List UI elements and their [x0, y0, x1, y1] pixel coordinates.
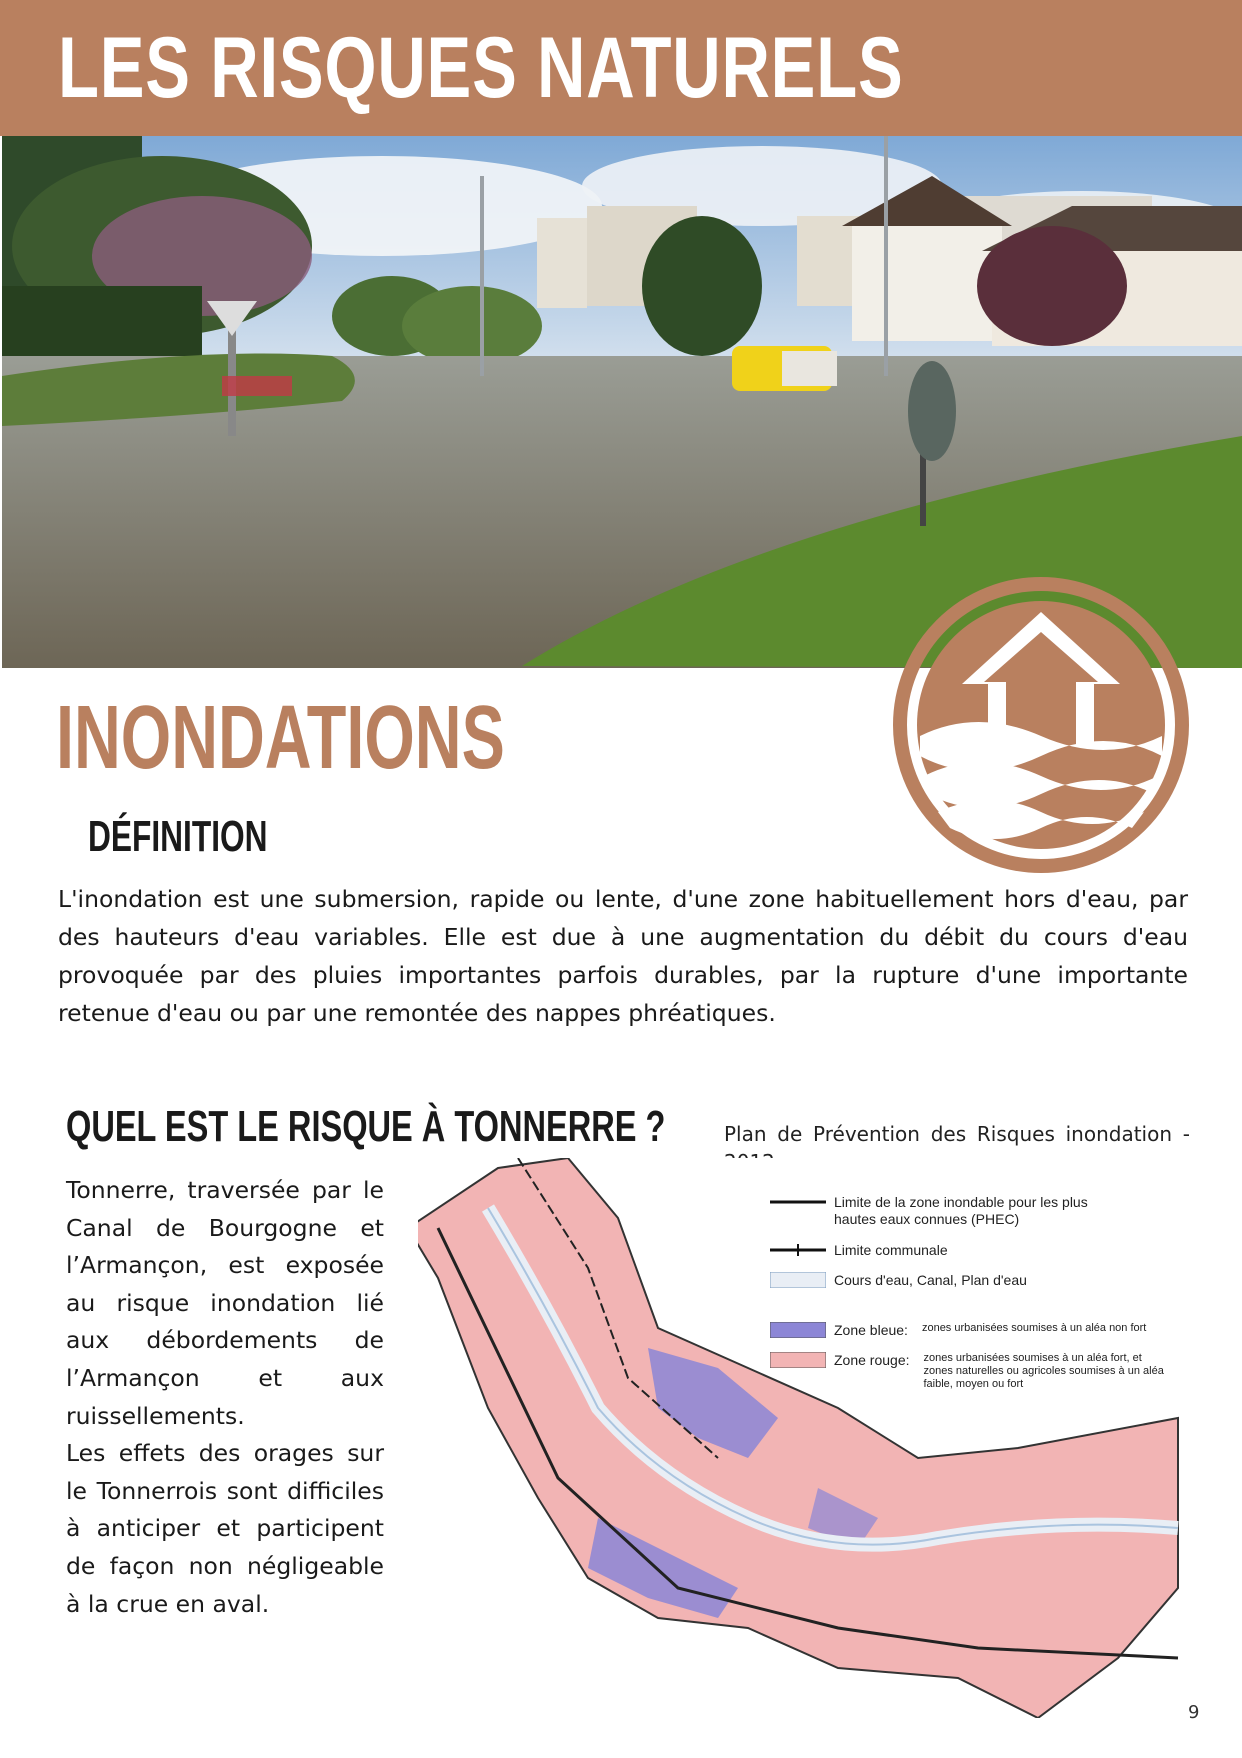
risk-paragraph-1: Tonnerre, traversée par le Canal de Bourgogne et l’Armançon, est exposée au risque inondation lié aux débordements de l’Armançon et aux ruissellements. [66, 1176, 384, 1430]
flooded-house-icon [892, 576, 1190, 874]
legend-item-phec [770, 1194, 1114, 1228]
legend-item-cours-eau [770, 1272, 1027, 1288]
legend-label-zone-bleue: Zone bleue: [834, 1322, 908, 1338]
legend-item-zone-rouge [770, 1352, 1174, 1391]
header-banner [0, 0, 1242, 136]
risk-paragraph-2: Les effets des orages sur le Tonnerrois sont difficiles à anticiper et participent de façon non négligeable à la crue en aval. [66, 1439, 384, 1618]
legend-label-phec: Limite de la zone inondable pour les plus hautes eaux connues (PHEC) [834, 1194, 1088, 1227]
map-caption-text: Plan de Prévention des Risques inondation - [724, 1122, 1190, 1146]
legend-label-cours-eau: Cours d'eau, Canal, Plan d'eau [834, 1272, 1027, 1288]
legend-label-limite-communale: Limite communale [834, 1242, 948, 1258]
legend-item-limite-communale [770, 1242, 948, 1258]
legend-desc-zone-bleue: zones urbanisées soumises à un aléa non fort [921, 1322, 1147, 1334]
definition-heading: DÉFINITION [88, 812, 268, 861]
legend-label-zone-rouge: Zone rouge: [834, 1352, 910, 1368]
legend-item-zone-bleue [770, 1322, 1146, 1338]
page-number: 9 [1188, 1702, 1200, 1723]
risk-heading: QUEL EST LE RISQUE À TONNERRE ? [66, 1102, 666, 1151]
definition-text: L'inondation est une submersion, rapide ou lente, d'une zone habituellement hors d'eau, par des hauteurs d'eau variables. Elle est due à une augmentation du débit du cours d'eau provoquée par des pluies importantes parfois durables, par la rupture d'une importante retenue d'eau ou par une remontée des nappes phréatiques. [58, 885, 1188, 1027]
section-title: INONDATIONS [56, 688, 505, 788]
page-title: LES RISQUES NATURELS [58, 20, 904, 116]
legend-desc-zone-rouge: zones urbanisées soumises à un aléa fort, et zones naturelles ou agricoles soumises à un aléa faible, moyen ou fort [923, 1352, 1164, 1390]
risk-text [66, 1172, 384, 1623]
